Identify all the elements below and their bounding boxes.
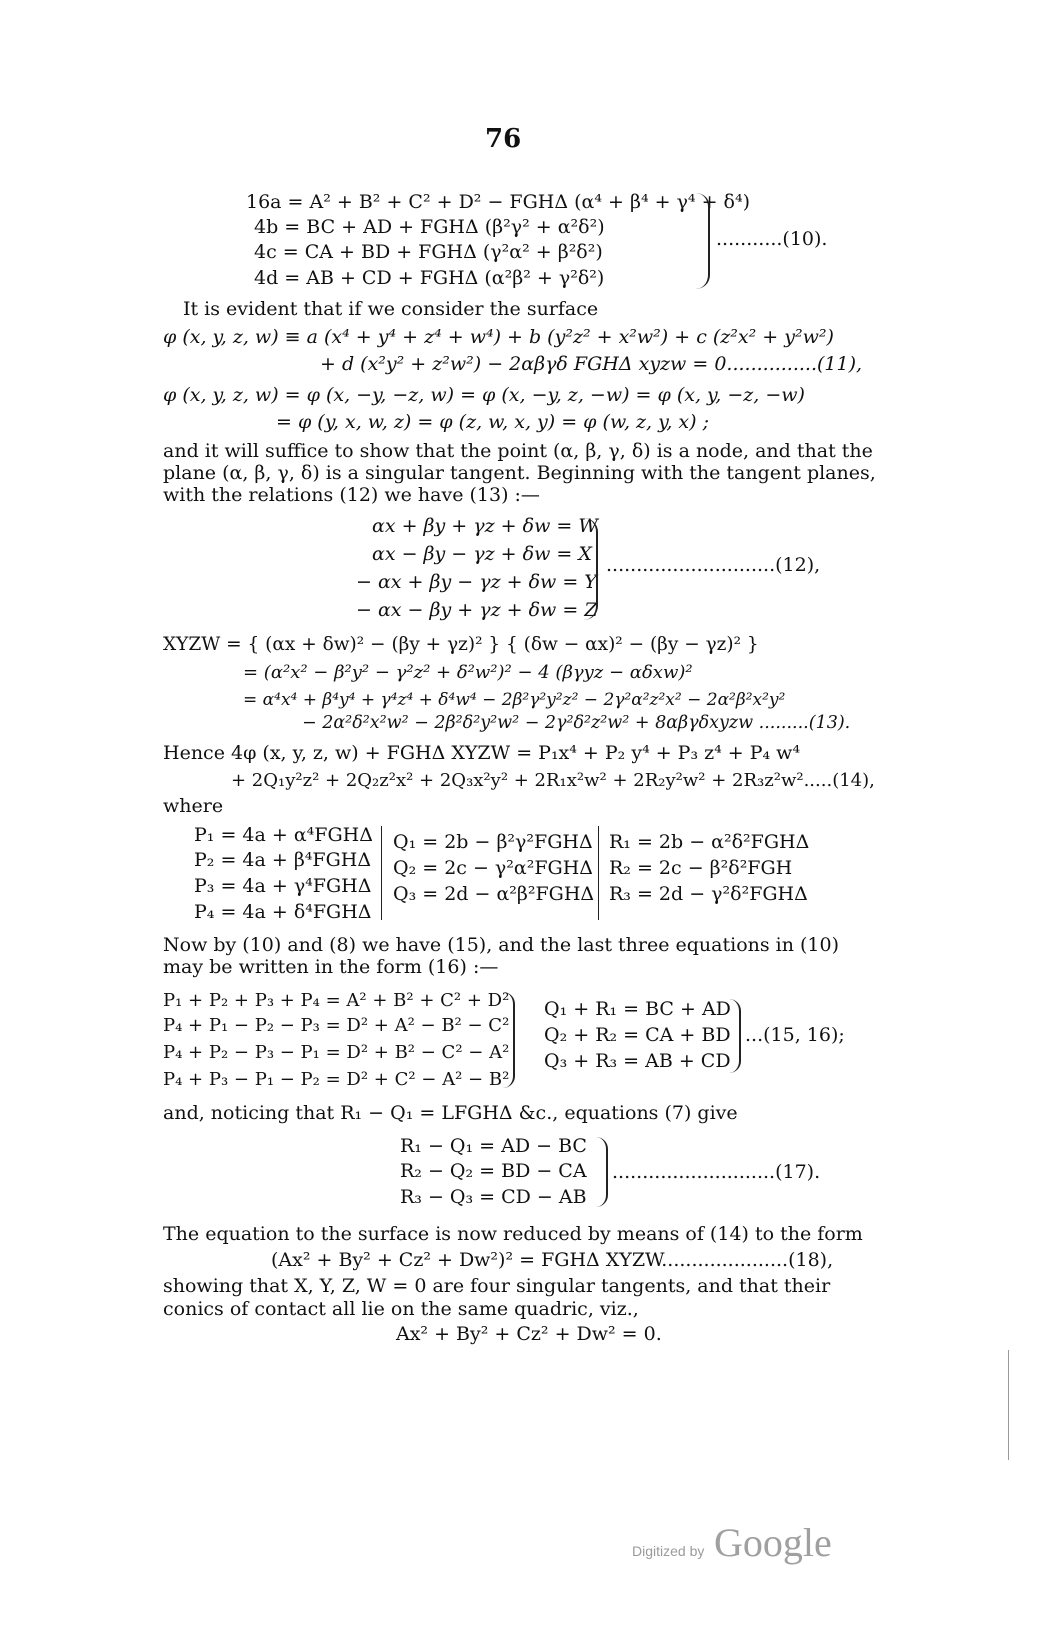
eq11-line: + d (x²y² + z²w²) − 2αβγδ FGHΔ xyzw = 0...............(11), — [320, 353, 863, 375]
eq12-line: − αx − βy + γz + δw = Z — [356, 599, 598, 621]
equation-tag: ............................(12), — [606, 554, 821, 576]
eq13-line: = α⁴x⁴ + β⁴y⁴ + γ⁴z⁴ + δ⁴w⁴ − 2β²γ²y²z² − 2γ²α²z²x² − 2α²β²x²y² — [243, 690, 786, 710]
equation-tag: ...........................(17). — [612, 1161, 821, 1183]
digitized-by-watermark: Digitized by — [632, 1543, 705, 1559]
eq10-line: 4c = CA + BD + FGHΔ (γ²α² + β²δ²) — [254, 241, 603, 263]
eq17-line: R₃ − Q₃ = CD − AB — [400, 1186, 587, 1208]
paragraph-line: may be written in the form (16) :— — [163, 956, 499, 978]
p-coefficient: P₂ = 4a + β⁴FGHΔ — [194, 849, 372, 871]
paragraph-line: and it will suffice to show that the point (α, β, γ, δ) is a node, and that the — [163, 440, 873, 462]
q-coefficient: Q₃ = 2d − α²β²FGHΔ — [393, 883, 595, 905]
right-brace — [729, 999, 741, 1073]
final-equation: Ax² + By² + Cz² + Dw² = 0. — [396, 1323, 662, 1345]
eq11-line: = φ (y, x, w, z) = φ (z, w, x, y) = φ (w, z, y, x) ; — [276, 411, 709, 433]
page-number: 76 — [485, 124, 522, 154]
text-line: where — [163, 795, 224, 817]
paragraph-line: Now by (10) and (8) we have (15), and the last three equations in (10) — [163, 934, 840, 956]
eq12-line: − αx + βy − γz + δw = Y — [356, 571, 597, 593]
scan-edge-mark — [1008, 1350, 1009, 1460]
p-coefficient: P₃ = 4a + γ⁴FGHΔ — [194, 875, 372, 897]
column-divider — [598, 826, 599, 920]
right-brace — [584, 518, 598, 620]
google-logo: Google — [714, 1520, 832, 1565]
eq17-line: R₂ − Q₂ = BD − CA — [400, 1160, 587, 1182]
text-line: and, noticing that R₁ − Q₁ = LFGHΔ &c., equations (7) give — [163, 1102, 738, 1124]
equation-tag: ...(15, 16); — [745, 1024, 845, 1046]
eq14-line: + 2Q₁y²z² + 2Q₂z²x² + 2Q₃x²y² + 2R₁x²w² + 2R₂y²w² + 2R₃z²w².....(14), — [231, 770, 875, 791]
r-coefficient: R₃ = 2d − γ²δ²FGHΔ — [609, 883, 808, 905]
eq16-line: Q₂ + R₂ = CA + BD — [544, 1024, 731, 1046]
eq18-line: (Ax² + By² + Cz² + Dw²)² = FGHΔ XYZW.....................(18), — [271, 1249, 834, 1271]
text-line: The equation to the surface is now reduced by means of (14) to the form — [163, 1223, 863, 1245]
eq12-line: αx − βy − γz + δw = X — [372, 543, 592, 565]
paragraph-line: showing that X, Y, Z, W = 0 are four singular tangents, and that their — [163, 1275, 831, 1297]
eq11-line: φ (x, y, z, w) ≡ a (x⁴ + y⁴ + z⁴ + w⁴) + b (y²z² + x²w²) + c (z²x² + y²w²) — [163, 326, 834, 348]
eq11-line: φ (x, y, z, w) = φ (x, −y, −z, w) = φ (x, −y, z, −w) = φ (x, y, −z, −w) — [163, 384, 805, 406]
text-line: It is evident that if we consider the surface — [183, 298, 599, 320]
eq17-line: R₁ − Q₁ = AD − BC — [400, 1135, 587, 1157]
eq10-line: 4b = BC + AD + FGHΔ (β²γ² + α²δ²) — [254, 216, 605, 238]
eq15-line: P₁ + P₂ + P₃ + P₄ = A² + B² + C² + D² — [163, 990, 510, 1011]
right-brace — [503, 992, 515, 1088]
eq15-line: P₄ + P₃ − P₁ − P₂ = D² + C² − A² − B² — [163, 1069, 510, 1090]
eq10-line: 4d = AB + CD + FGHΔ (α²β² + γ²δ²) — [254, 267, 605, 289]
eq16-line: Q₃ + R₃ = AB + CD — [544, 1050, 731, 1072]
column-divider — [381, 826, 382, 920]
eq10-line: 16a = A² + B² + C² + D² − FGHΔ (α⁴ + β⁴ + γ⁴ + δ⁴) — [246, 191, 751, 213]
p-coefficient: P₁ = 4a + α⁴FGHΔ — [194, 824, 373, 846]
eq16-line: Q₁ + R₁ = BC + AD — [544, 998, 731, 1020]
q-coefficient: Q₂ = 2c − γ²α²FGHΔ — [393, 857, 593, 879]
eq15-line: P₄ + P₁ − P₂ − P₃ = D² + A² − B² − C² — [163, 1015, 510, 1036]
eq13-line: XYZW = { (αx + δw)² − (βy + γz)² } { (δw − αx)² − (βy − γz)² } — [163, 634, 759, 655]
eq12-line: αx + βy + γz + δw = W — [372, 515, 598, 537]
right-brace — [696, 193, 710, 289]
paragraph-line: plane (α, β, γ, δ) is a singular tangent. Beginning with the tangent planes, — [163, 462, 876, 484]
eq13-line: = (α²x² − β²y² − γ²z² + δ²w²)² − 4 (βγyz − αδxw)² — [243, 662, 693, 683]
paragraph-line: with the relations (12) we have (13) :— — [163, 484, 540, 506]
q-coefficient: Q₁ = 2b − β²γ²FGHΔ — [393, 831, 593, 853]
equation-tag: ...........(10). — [716, 228, 828, 250]
r-coefficient: R₁ = 2b − α²δ²FGHΔ — [609, 831, 810, 853]
eq15-line: P₄ + P₂ − P₃ − P₁ = D² + B² − C² − A² — [163, 1042, 510, 1063]
p-coefficient: P₄ = 4a + δ⁴FGHΔ — [194, 901, 372, 923]
right-brace — [596, 1137, 608, 1207]
eq13-line: − 2α²δ²x²w² − 2β²δ²y²w² − 2γ²δ²z²w² + 8αβγδxyzw .........(13). — [302, 713, 851, 733]
paragraph-line: conics of contact all lie on the same quadric, viz., — [163, 1298, 639, 1320]
eq14-line: Hence 4φ (x, y, z, w) + FGHΔ XYZW = P₁x⁴ + P₂ y⁴ + P₃ z⁴ + P₄ w⁴ — [163, 742, 801, 764]
r-coefficient: R₂ = 2c − β²δ²FGH — [609, 857, 793, 879]
